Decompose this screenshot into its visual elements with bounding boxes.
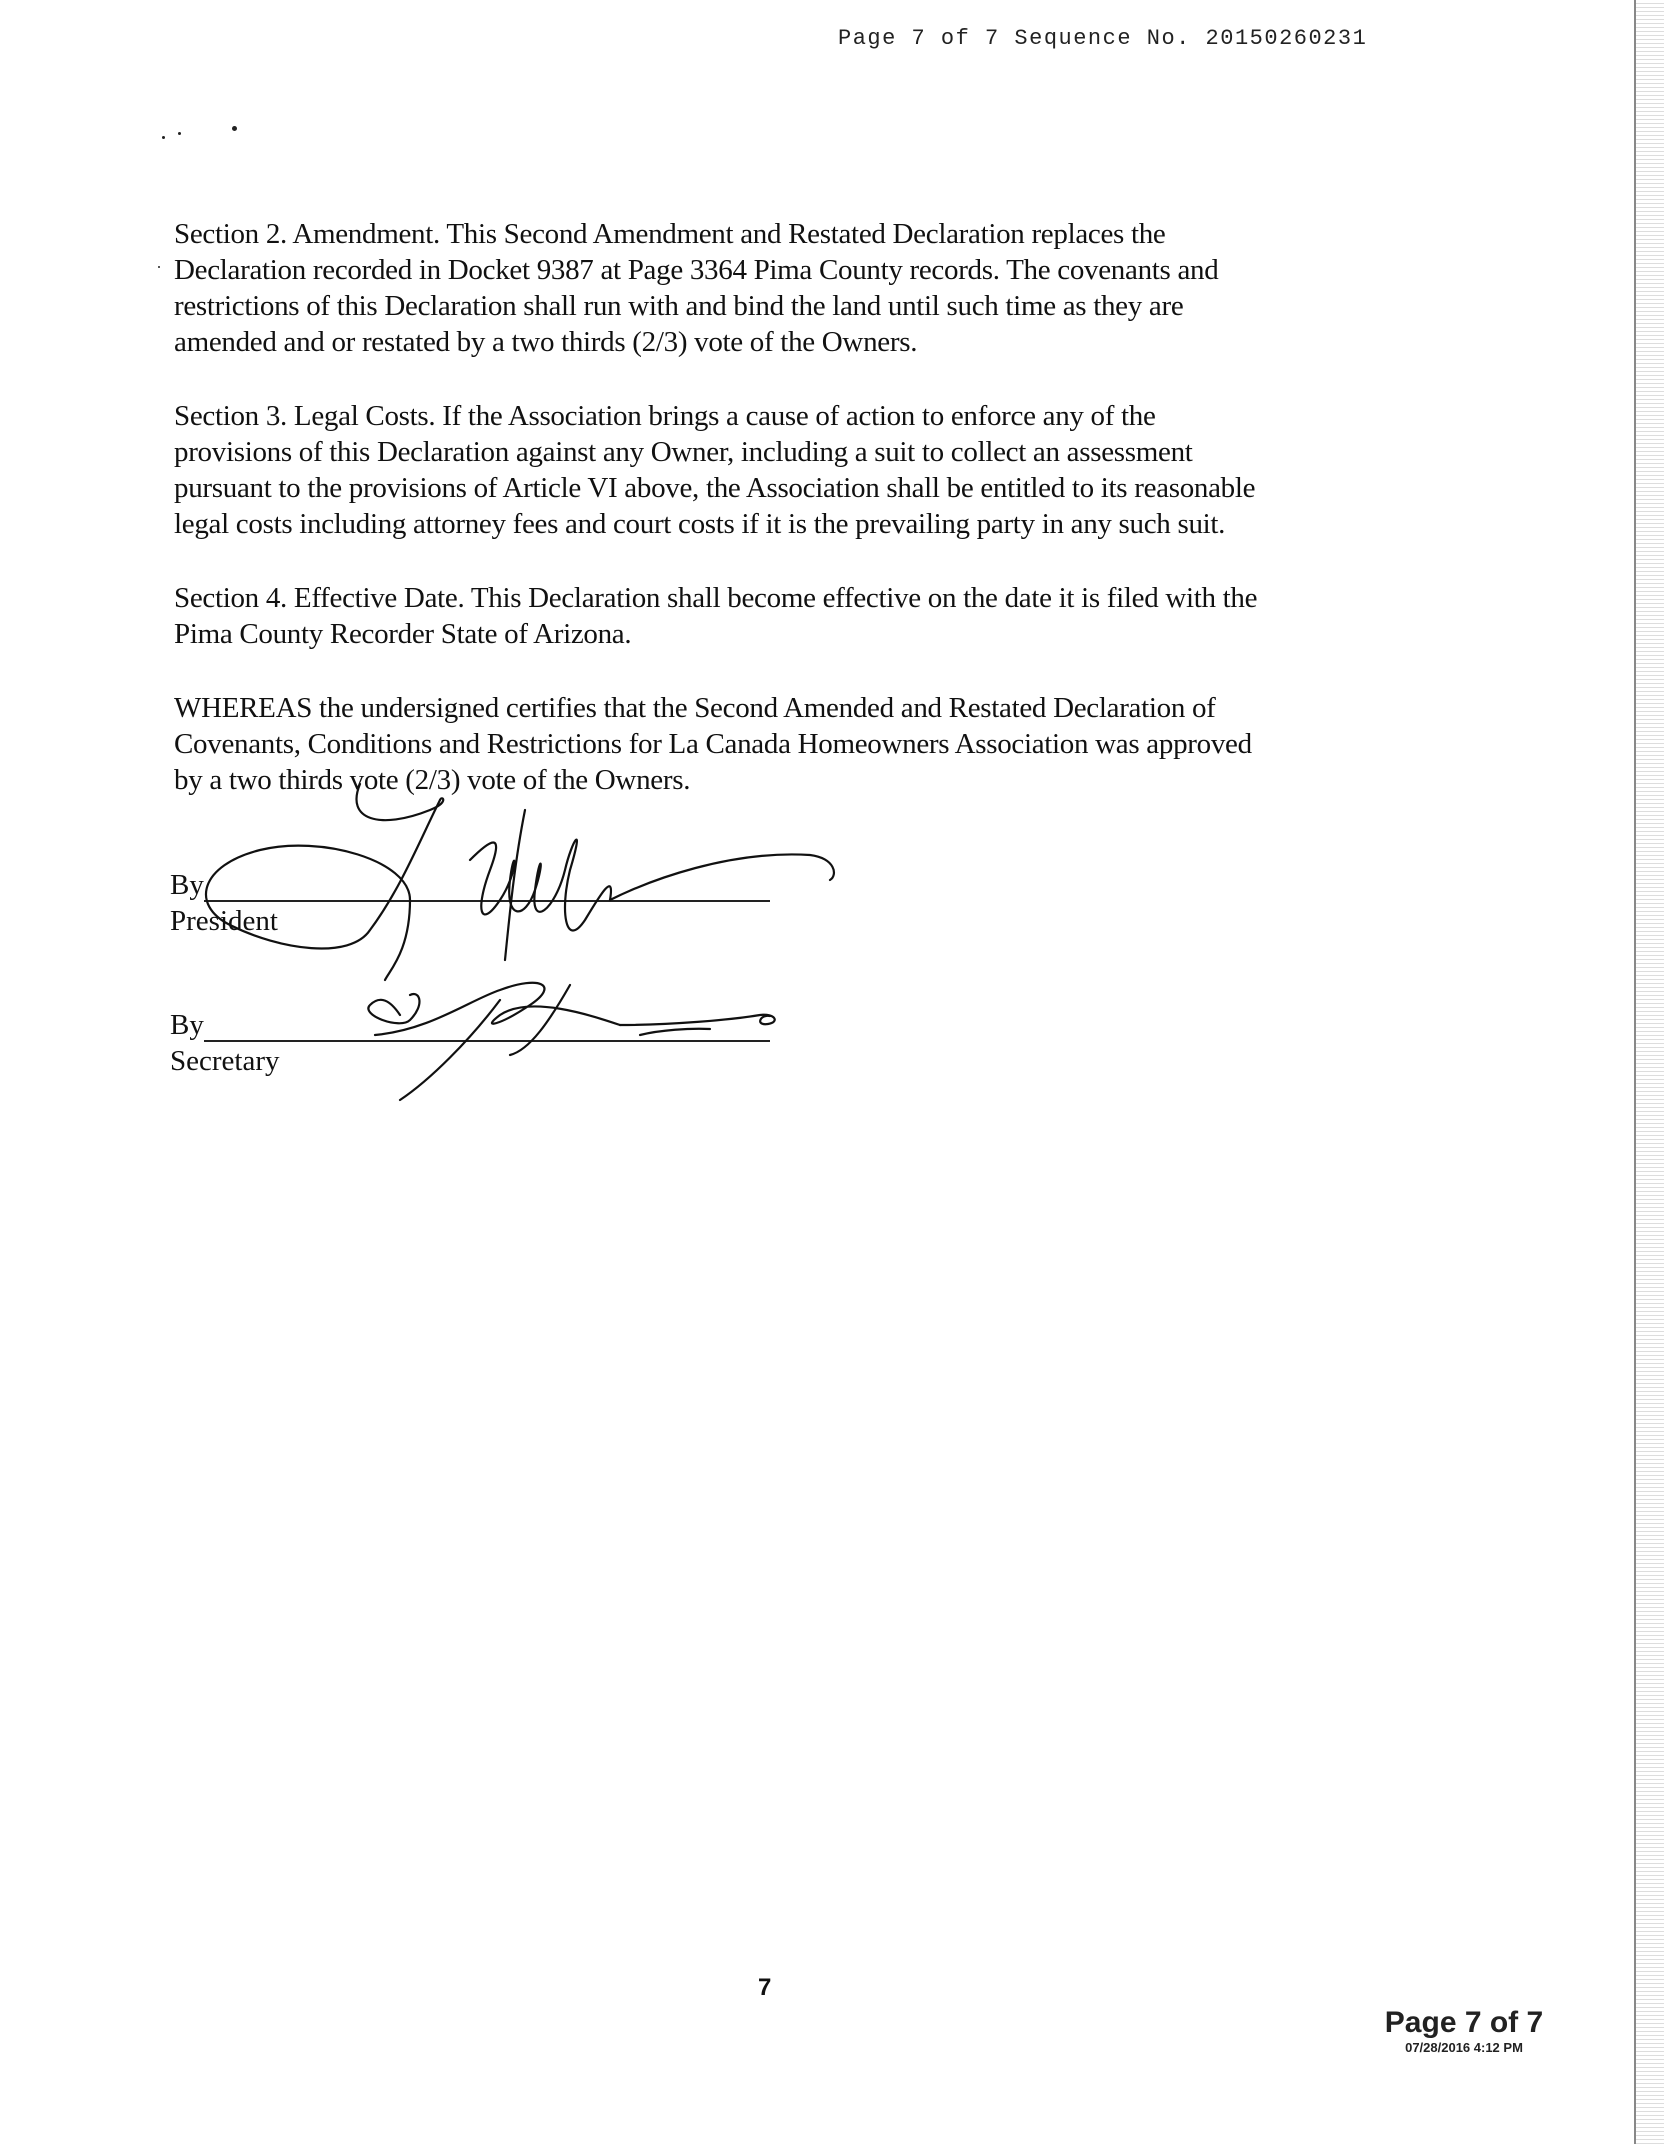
stamp-datetime: 07/28/2016 4:12 PM: [1405, 2040, 1523, 2055]
whereas-certification: [174, 690, 1414, 798]
section-3-legal-costs: [174, 398, 1414, 542]
page-header-sequence: Page 7 of 7 Sequence No. 20150260231: [838, 26, 1368, 51]
secretary-title: Secretary: [170, 1045, 280, 1077]
text-line: Section 2. Amendment. This Second Amendment and Restated Declaration replaces the: [174, 218, 1166, 250]
page-number: 7: [758, 1974, 772, 2001]
text-line: by a two thirds vote (2/3) vote of the Owners.: [174, 764, 691, 796]
text-line: Declaration recorded in Docket 9387 at Page 3364 Pima County records. The covenants and: [174, 254, 1219, 286]
text-line: Section 4. Effective Date. This Declaration shall become effective on the date it is filed with the: [174, 582, 1258, 614]
handwritten-signatures-icon: [170, 800, 870, 1120]
scan-speck: [162, 136, 165, 139]
section-2-amendment: [174, 216, 1414, 360]
text-line: amended and or restated by a two thirds (2/3) vote of the Owners.: [174, 326, 918, 358]
scan-edge-border: [1634, 0, 1664, 2144]
secretary-by-label: By: [170, 1009, 204, 1041]
text-line: WHEREAS the undersigned certifies that the Second Amended and Restated Declaration of: [174, 692, 1216, 724]
text-line: legal costs including attorney fees and court costs if it is the prevailing party in any such suit.: [174, 508, 1226, 540]
scan-speck: [232, 126, 237, 131]
section-4-effective-date: [174, 580, 1414, 652]
text-line: Pima County Recorder State of Arizona.: [174, 618, 632, 650]
scan-speck: [158, 266, 160, 268]
president-by-label: By: [170, 869, 204, 901]
recorder-page-stamp: [1374, 2006, 1554, 2056]
text-line: provisions of this Declaration against any Owner, including a suit to collect an assessment: [174, 436, 1193, 468]
text-line: Section 3. Legal Costs. If the Association brings a cause of action to enforce any of the: [174, 400, 1156, 432]
president-title: President: [170, 905, 278, 937]
text-line: Covenants, Conditions and Restrictions for La Canada Homeowners Association was approved: [174, 728, 1252, 760]
signature-block: [170, 800, 870, 1120]
stamp-page-count: Page 7 of 7: [1384, 2006, 1544, 2039]
scan-speck: [178, 132, 181, 135]
text-line: restrictions of this Declaration shall run with and bind the land until such time as they are: [174, 290, 1184, 322]
text-line: pursuant to the provisions of Article VI above, the Association shall be entitled to its reasonable: [174, 472, 1256, 504]
